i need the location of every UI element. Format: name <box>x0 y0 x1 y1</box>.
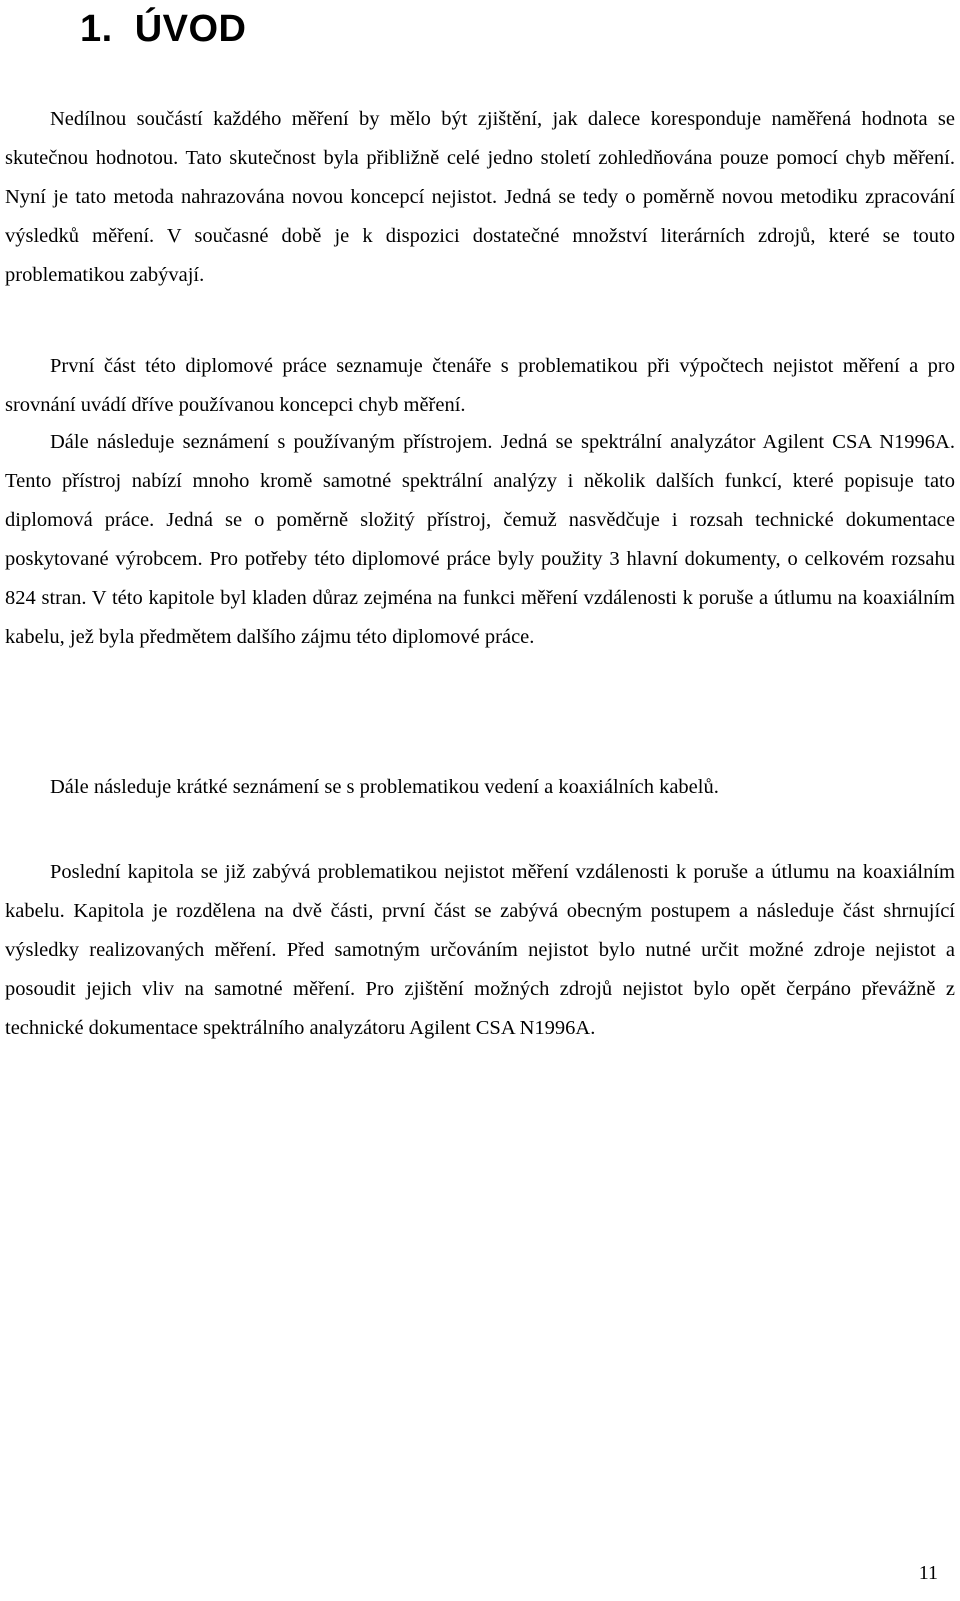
paragraph-intro: Nedílnou součástí každého měření by mělo být zjištění, jak dalece koresponduje naměřená hodnota se skutečnou hodnotou. Tato skutečnost byla přibližně celé jedno století zohledňována pouze pomocí chyb měření. Nyní je tato metoda nahrazována novou koncepcí nejistot. Jedná se tedy o poměrně novou metodiku zpracování výsledků měření. V současné době je k dispozici dostatečné množství literárních zdrojů, které se touto problematikou zabývají. <box>5 108 955 286</box>
paragraph-coaxial: Dále následuje krátké seznámení se s problematikou vedení a koaxiálních kabelů. <box>50 776 719 798</box>
page-number: 11 <box>918 1562 938 1584</box>
chapter-number: 1. <box>80 8 113 50</box>
paragraph-first-part: První část této diplomové práce seznamuje čtenáře s problematikou při výpočtech nejistot měření a pro srovnání uvádí dříve používanou koncepci chyb měření. <box>5 355 955 416</box>
paragraph-last-chapter: Poslední kapitola se již zabývá problematikou nejistot měření vzdálenosti k poruše a útlumu na koaxiálním kabelu. Kapitola je rozdělena na dvě části, první část se zabývá obecným postupem a následuje část shrnující výsledky realizovaných měření. Před samotným určováním nejistot bylo nutné určit možné zdroje nejistot a posoudit jejich vliv na samotné měření. Pro zjištění možných zdrojů nejistot bylo opět čerpáno převážně z technické dokumentace spektrálního analyzátoru Agilent CSA N1996A. <box>5 861 955 1039</box>
chapter-title: ÚVOD <box>134 8 247 50</box>
paragraph-instrument: Dále následuje seznámení s používaným přístrojem. Jedná se spektrální analyzátor Agilent CSA N1996A. Tento přístroj nabízí mnoho kromě samotné spektrální analýzy i několik dalších funkcí, které popisuje tato diplomová práce. Jedná se o poměrně složitý přístroj, čemuž nasvědčuje i rozsah technické dokumentace poskytované výrobcem. Pro potřeby této diplomové práce byly použity 3 hlavní dokumenty, o celkovém rozsahu 824 stran. V této kapitole byl kladen důraz zejména na funkci měření vzdálenosti k poruše a útlumu na koaxiálním kabelu, jež byla předmětem dalšího zájmu této diplomové práce. <box>5 431 955 648</box>
chapter-heading <box>80 4 247 54</box>
